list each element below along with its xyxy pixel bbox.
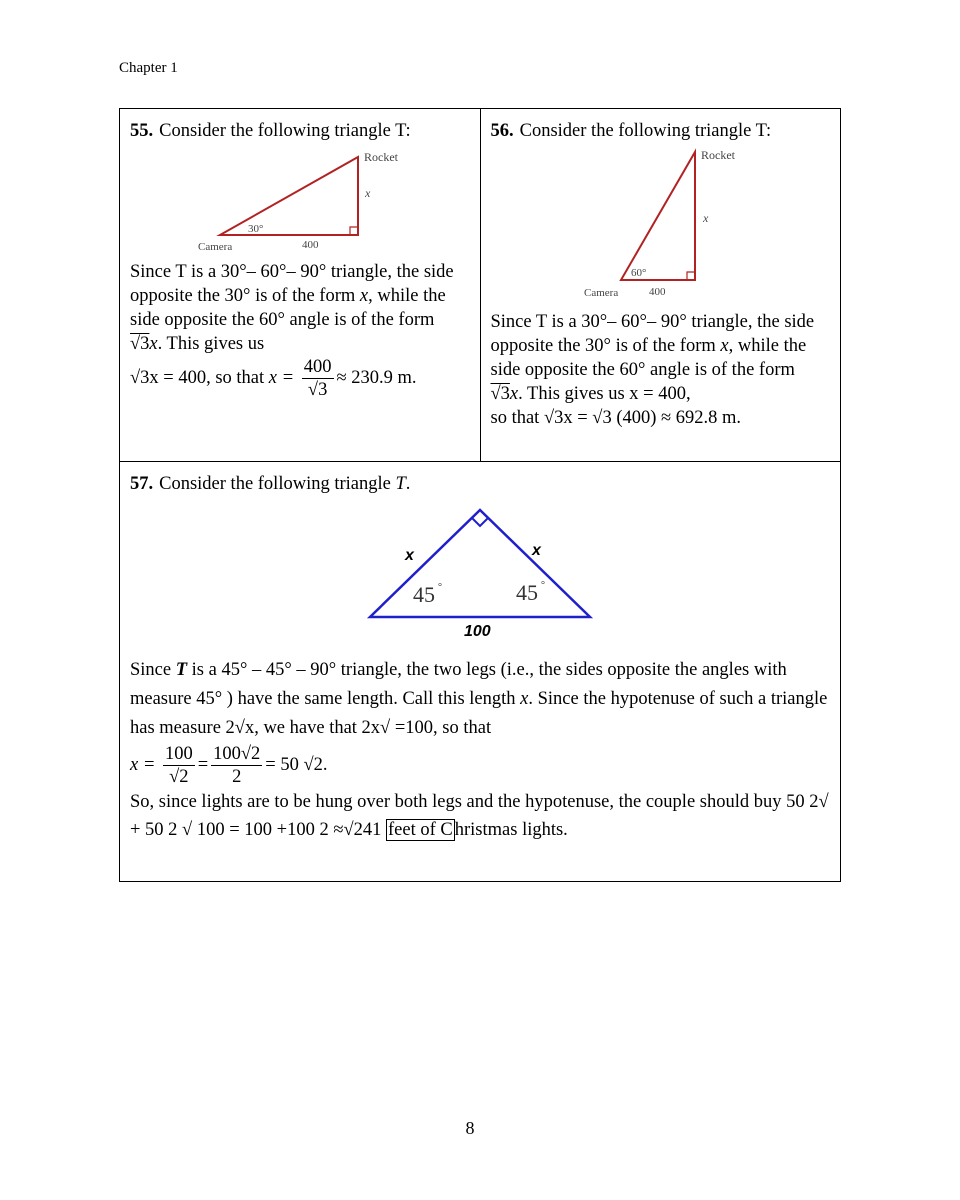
page-number: 8 (465, 1118, 475, 1138)
p55-text-a-end: , while the side opposite the 60° angle is of the form (130, 286, 446, 330)
problem-56-intro-text: Consider the following triangle T: (519, 121, 772, 141)
problem-55-intro (130, 119, 470, 143)
problem-55-intro-text: Consider the following triangle T: (159, 121, 411, 141)
p57-p1-var: T (175, 660, 188, 680)
label-base-56: 400 (648, 286, 665, 298)
label-base-55: 400 (302, 239, 319, 251)
p57-fraction-1 (163, 743, 195, 788)
label-camera-55: Camera (198, 241, 233, 252)
p56-eq-so-that: so that (490, 408, 540, 428)
problem-57-paragraph-2 (130, 788, 830, 844)
p57-intro-a: Consider the following triangle (159, 474, 396, 494)
p55-eq-result: ≈ 230.9 m. (336, 367, 417, 388)
triangle-56-shape (621, 152, 695, 280)
label-leg-left: x (405, 547, 414, 564)
label-hypotenuse: 100 (464, 623, 491, 640)
p55-eq-x: x = (268, 367, 295, 388)
problem-56-intro (491, 119, 831, 143)
p57-p2: So, since lights are to be hung over both legs and the hypotenuse, the couple should buy 50 2√ + 50 2 √ 100 = 100 +100 2 ≈√241 (130, 792, 829, 840)
p57-f1-top: 100 (164, 744, 193, 764)
label-angle-55: 30° (248, 223, 264, 235)
problem-56-explanation (491, 310, 831, 406)
right-angle-mark-57 (472, 518, 488, 526)
degree-right: ° (541, 580, 545, 591)
p57-eq-x: x = (130, 754, 156, 775)
p57-f2-top: 100√2 (213, 744, 261, 764)
p57-eq-tail: = 50 √2. (265, 754, 328, 775)
problem-57-number: 57. (130, 474, 154, 494)
p56-eq: √3x = √3 (400) ≈ 692.8 m. (543, 408, 742, 428)
p57-p2-end: hristmas lights. (454, 820, 568, 840)
p55-text-b-end: . This gives us (157, 334, 265, 354)
problem-57-equation (130, 743, 830, 788)
p56-form-var: x (509, 384, 519, 404)
label-rocket-55: Rocket (364, 150, 398, 164)
p55-fraction (302, 356, 334, 401)
p56-var-x: x (720, 336, 729, 356)
triangle-55-shape (220, 157, 358, 235)
problem-56-number: 56. (490, 121, 514, 141)
degree-left: ° (438, 582, 442, 593)
problem-57-intro (130, 472, 830, 496)
label-camera-56: Camera (583, 287, 618, 299)
triangle-55-figure (190, 147, 420, 252)
p55-var-x: x (359, 286, 369, 306)
p56-sqrt3: √3 (490, 384, 510, 404)
p57-fraction-2 (211, 743, 262, 788)
chapter-header: Chapter 1 (119, 60, 178, 76)
p57-f1-bottom: √2 (169, 767, 189, 787)
right-angle-mark-56 (687, 272, 695, 280)
p55-eq-lhs: √3x = 400, (130, 367, 211, 388)
p55-form-var: x (149, 334, 158, 354)
label-angle-56: 60° (630, 267, 646, 279)
label-x-56: x (702, 211, 708, 225)
p57-f2-bottom: 2 (232, 767, 242, 787)
p56-text-b-end: . This gives us x = 400, (518, 384, 691, 404)
p55-sqrt3: √3 (130, 334, 150, 354)
right-angle-mark-55 (350, 227, 358, 235)
p57-p1-var2: x (520, 689, 529, 709)
p57-p1-b: is a 45° – 45° – 90° triangle, the two legs (i.e., the sides opposite the angles with measure 45° ) have the same length. Call this length (130, 660, 787, 709)
problem-55-cell (120, 109, 481, 462)
p55-eq-so-that: so that (215, 367, 265, 388)
p55-text-a: Since T is a 30°– 60°– 90° triangle, the side opposite the 30° is of the form (130, 262, 454, 306)
problem-55-explanation (130, 260, 470, 356)
p57-p2-boxed: feet of C (388, 820, 453, 840)
problem-57-cell (120, 462, 841, 882)
triangle-57-figure (360, 502, 600, 642)
label-leg-right: x (532, 542, 541, 559)
problem-55-number: 55. (130, 121, 154, 141)
p57-p1-c: . Since the hypotenuse of such a triangle has measure 2√x, we have that 2x√ =100, so that (130, 689, 828, 738)
solutions-table (119, 108, 841, 882)
p55-frac-bottom: √3 (307, 380, 328, 400)
problem-56-equation (491, 406, 831, 430)
p57-intro-var: T (395, 474, 406, 494)
label-x-55: x (365, 186, 371, 200)
p55-frac-top: 400 (303, 357, 332, 377)
problem-56-cell (480, 109, 841, 462)
problem-57-paragraph-1 (130, 656, 830, 743)
p57-intro-end: . (405, 474, 411, 494)
p57-eq-eq: = (197, 754, 209, 775)
triangle-56-figure (581, 147, 751, 302)
problem-55-equation (130, 356, 470, 401)
label-angle-left: 45 (413, 582, 435, 607)
label-rocket-56: Rocket (700, 148, 735, 162)
p56-text-a-end: , while the side opposite the 60° angle is of the form (490, 336, 807, 380)
p56-text-a: Since T is a 30°– 60°– 90° triangle, the side opposite the 30° is of the form (490, 312, 815, 356)
p57-p1-a: Since (130, 660, 176, 680)
label-angle-right: 45 (516, 580, 538, 605)
